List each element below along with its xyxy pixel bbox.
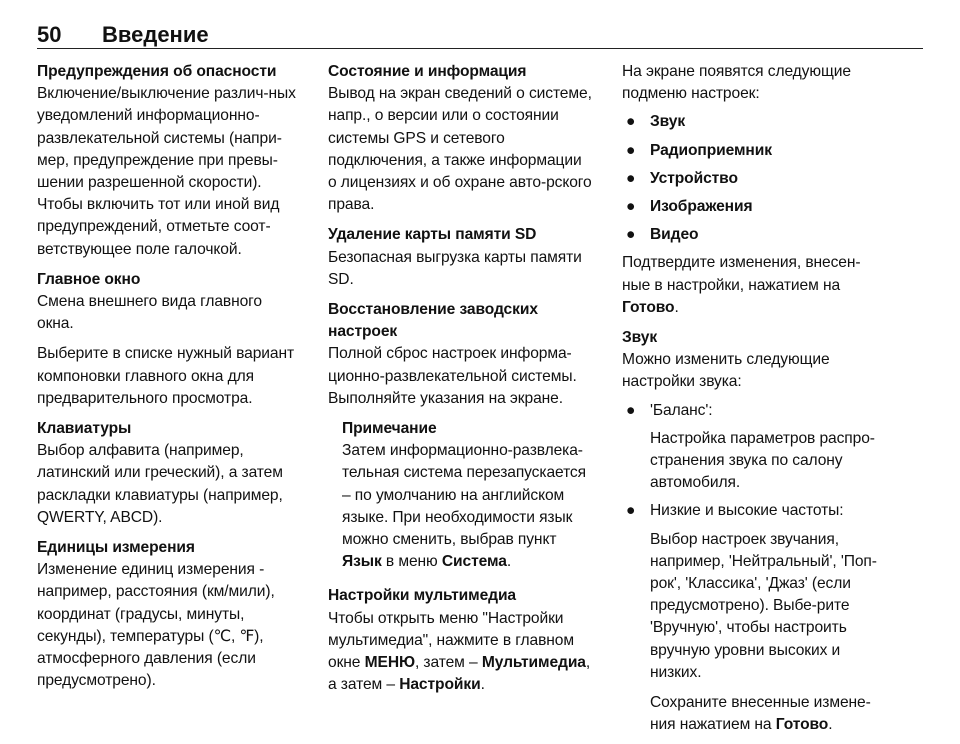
section-title: Восстановление заводских настроек (328, 301, 538, 341)
page-header (37, 22, 923, 49)
menu-item-menu: МЕНЮ (364, 654, 415, 672)
page-title: Введение (102, 22, 209, 47)
section-sound (622, 327, 888, 736)
menu-item-settings: Настройки (399, 676, 481, 694)
section-keyboards (37, 418, 299, 529)
section-text: Чтобы открыть меню "Настройки мультимедиа", нажмите в главном окне МЕНЮ, затем – Мультимедиа, а затем – Настройки. (328, 609, 591, 694)
list-item: ● Устройство (626, 169, 738, 187)
section-text: Можно изменить следующие настройки звука: (622, 351, 830, 391)
section-hazard-warnings (37, 61, 299, 261)
page-number: 50 (37, 22, 62, 47)
note-title: Примечание (342, 420, 437, 438)
section-multimedia-settings (328, 585, 594, 696)
section-sd-removal (328, 224, 594, 291)
section-title: Предупреждения об опасности (37, 63, 277, 80)
menu-item-language: Язык (342, 553, 382, 571)
list-item: ● Звук (626, 113, 686, 131)
button-label-done: Готово (622, 298, 675, 316)
intro-text: На экране появятся следующие подменю настроек: (622, 63, 851, 103)
note-box (342, 418, 594, 573)
list-item: ● Низкие и высокие частоты: Выбор настроек звучания, например, 'Нейтральный', 'Поп-рок', 'Классика', 'Джаз' (если предусмотрено). Выбе-рите 'Вручную', чтобы настроить вручную уровни высоких и низких. Сохраните внесенные измене-ния нажатием на Готово. (626, 502, 877, 734)
section-text: Изменение единиц измерения - например, расстояния (км/мили), координат (градусы, минуты, секунды), температуры (℃, ℉), атмосферного давления (если предусмотрено). (37, 561, 275, 690)
list-item: ● Радиоприемник (626, 141, 772, 159)
section-title: Клавиатуры (37, 420, 132, 438)
section-units (37, 537, 299, 692)
section-text: Смена внешнего вида главного окна. (37, 293, 262, 333)
submenu-list (622, 111, 888, 246)
menu-item-multimedia: Мультимедиа (481, 654, 586, 672)
section-title: Звук (622, 329, 658, 347)
section-text: Полной сброс настроек информа-ционно-развлекательной системы. Выполняйте указания на экране. (328, 345, 577, 407)
section-title: Удаление карты памяти SD (328, 226, 537, 244)
section-text: Вывод на экран сведений о системе, напр., о версии или о состоянии системы GPS и сетевого подключения, а также информации о лицензиях и об охране авто-рского права. (328, 85, 592, 214)
column-1 (37, 61, 299, 700)
list-item: ● Видео (626, 226, 699, 244)
section-text: Включение/выключение различ-ных уведомлений информационно-развлекательной системы (напри-мер, предупреждение при превы-шении разрешенной скорости). Чтобы включить тот или иной вид предупреждений, отметьте соот-ветствующее поле галочкой. (37, 85, 296, 258)
confirm-text: Подтвердите изменения, внесен-ные в настройки, нажатием на Готово. (622, 254, 861, 316)
section-text: Выбор алфавита (например, латинский или греческий), а затем раскладки клавиатуры (например, QWERTY, ABCD). (37, 442, 283, 526)
section-text: Безопасная выгрузка карты памяти SD. (328, 248, 582, 288)
menu-item-system: Система (441, 553, 507, 571)
list-item: ● Изображения (626, 198, 753, 216)
section-text: Выберите в списке нужный вариант компоновки главного окна для предварительного просмотра. (37, 345, 295, 407)
note-text: Затем информационно-развлека-тельная система перезапускается – по умолчанию на английском языке. При необходимости язык можно сменить, выбрав пункт Язык в меню Система. (342, 442, 586, 571)
section-title: Единицы измерения (37, 539, 195, 557)
section-factory-reset (328, 299, 594, 573)
section-title: Настройки мультимедиа (328, 587, 517, 605)
button-label-done: Готово (775, 716, 829, 734)
list-item: ● 'Баланс': Настройка параметров распро-странения звука по салону автомобиля. (626, 401, 875, 492)
section-main-window (37, 269, 299, 410)
section-title: Главное окно (37, 270, 141, 288)
sound-options-list (622, 400, 888, 737)
section-title: Состояние и информация (328, 63, 527, 80)
section-status-info (328, 61, 594, 216)
column-2 (328, 61, 594, 704)
